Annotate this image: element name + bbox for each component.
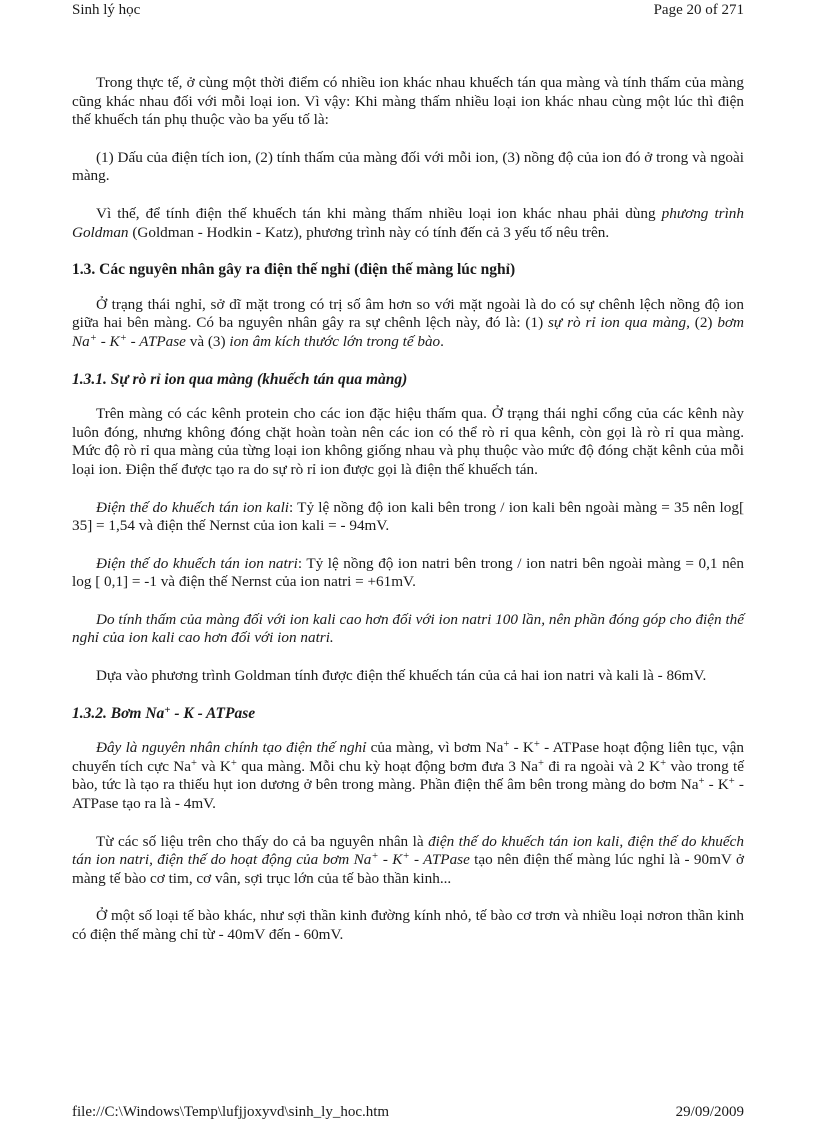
paragraph: Trên màng có các kênh protein cho các ion đặc hiệu thấm qua. Ở trạng thái nghỉ cổng của các kênh này luôn đóng, nhưng không đóng chặt hoàn toàn nên các ion có thể rò rỉ qua kênh, còn gọi là rò rỉ qua màng. Mức độ rò rỉ qua màng của từng loại ion không giống nhau và phụ thuộc vào mức độ đóng chặt kênh của mỗi loại ion. Điện thế được tạo ra do sự rò rỉ ion được gọi là điện thế khuếch tán. xyxy=(72,405,744,478)
header-page-number: Page 20 of 271 xyxy=(653,2,744,18)
paragraph: Do tính thấm của màng đối với ion kali cao hơn đối với ion natri 100 lần, nên phần đóng góp cho điện thế nghỉ của ion kali cao hơn đối với ion natri. xyxy=(72,610,744,647)
paragraph: Vì thế, để tính điện thế khuếch tán khi màng thấm nhiều loại ion khác nhau phải dùng phương trình Goldman (Goldman - Hodkin - Katz), phương trình này có tính đến cả 3 yếu tố nêu trên. xyxy=(72,204,744,241)
paragraph: Điện thế do khuếch tán ion kali: Tỷ lệ nồng độ ion kali bên trong / ion kali bên ngoài màng = 35 nên log[ 35] = 1,54 và điện thế Nernst của ion kali = - 94mV. xyxy=(72,498,744,535)
subsection-heading: 1.3.1. Sự rò rỉ ion qua màng (khuếch tán qua màng) xyxy=(72,370,408,388)
paragraph: Từ các số liệu trên cho thấy do cả ba nguyên nhân là điện thế do khuếch tán ion kali, điện thế do khuếch tán ion natri, điện thế do hoạt động của bơm Na+ - K+ - ATPase tạo nên điện thế màng lúc nghỉ là - 90mV ở màng tế bào cơ tim, cơ vân, sợi trục lớn của tế bào thần kinh... xyxy=(72,832,745,887)
header-title: Sinh lý học xyxy=(72,2,141,18)
paragraph: Trong thực tế, ở cùng một thời điểm có nhiều ion khác nhau khuếch tán qua màng và tính thấm của màng cũng khác nhau đối với mỗi loại ion. Vì vậy: Khi màng thấm nhiều loại ion khác nhau cùng một lúc thì điện thế khuếch tán phụ thuộc vào ba yếu tố là: xyxy=(72,74,744,129)
footer-file-path: file://C:\Windows\Temp\lufjjoxyvd\sinh_ly_hoc.htm xyxy=(72,1104,390,1120)
paragraph: Điện thế do khuếch tán ion natri: Tỷ lệ nồng độ ion natri bên trong / ion natri bên ngoài màng = 0,1 nên log [ 0,1] = -1 và điện thế Nernst của ion natri = +61mV. xyxy=(72,554,744,591)
paragraph: Đây là nguyên nhân chính tạo điện thế nghỉ của màng, vì bơm Na+ - K+ - ATPase hoạt động liên tục, vận chuyển tích cực Na+ và K+ qua màng. Mỗi chu kỳ hoạt động bơm đưa 3 Na+ đi ra ngoài và 2 K+ vào trong tế bào, tức là tạo ra thiếu hụt ion dương ở bên trong màng. Phần điện thế âm bên trong màng do bơm Na+ - K+ - ATPase tạo ra là - 4mV. xyxy=(72,739,745,813)
paragraph: Dựa vào phương trình Goldman tính được điện thế khuếch tán của cả hai ion natri và kali là - 86mV. xyxy=(96,667,707,685)
subsection-heading: 1.3.2. Bơm Na+ - K - ATPase xyxy=(72,703,256,722)
section-heading: 1.3. Các nguyên nhân gây ra điện thế nghỉ (điện thế màng lúc nghỉ) xyxy=(72,261,516,279)
document-body xyxy=(72,74,744,964)
paragraph: Ở một số loại tế bào khác, như sợi thần kinh đường kính nhỏ, tế bào cơ trơn và nhiều loại nơron thần kinh có điện thế màng chỉ từ - 40mV đến - 60mV. xyxy=(72,907,744,943)
paragraph: (1) Dấu của điện tích ion, (2) tính thấm của màng đối với mỗi ion, (3) nồng độ của ion đó ở trong và ngoài màng. xyxy=(72,148,744,185)
paragraph: Ở trạng thái nghỉ, sở dĩ mặt trong có trị số âm hơn so với mặt ngoài là do có sự chênh lệch nồng độ ion giữa hai bên màng. Có ba nguyên nhân gây ra sự chênh lệch này, đó là: (1) sự rò rỉ ion qua màng, (2) bơm Na+ - K+ - ATPase và (3) ion âm kích thước lớn trong tế bào. xyxy=(72,295,745,350)
footer-date: 29/09/2009 xyxy=(675,1104,744,1120)
